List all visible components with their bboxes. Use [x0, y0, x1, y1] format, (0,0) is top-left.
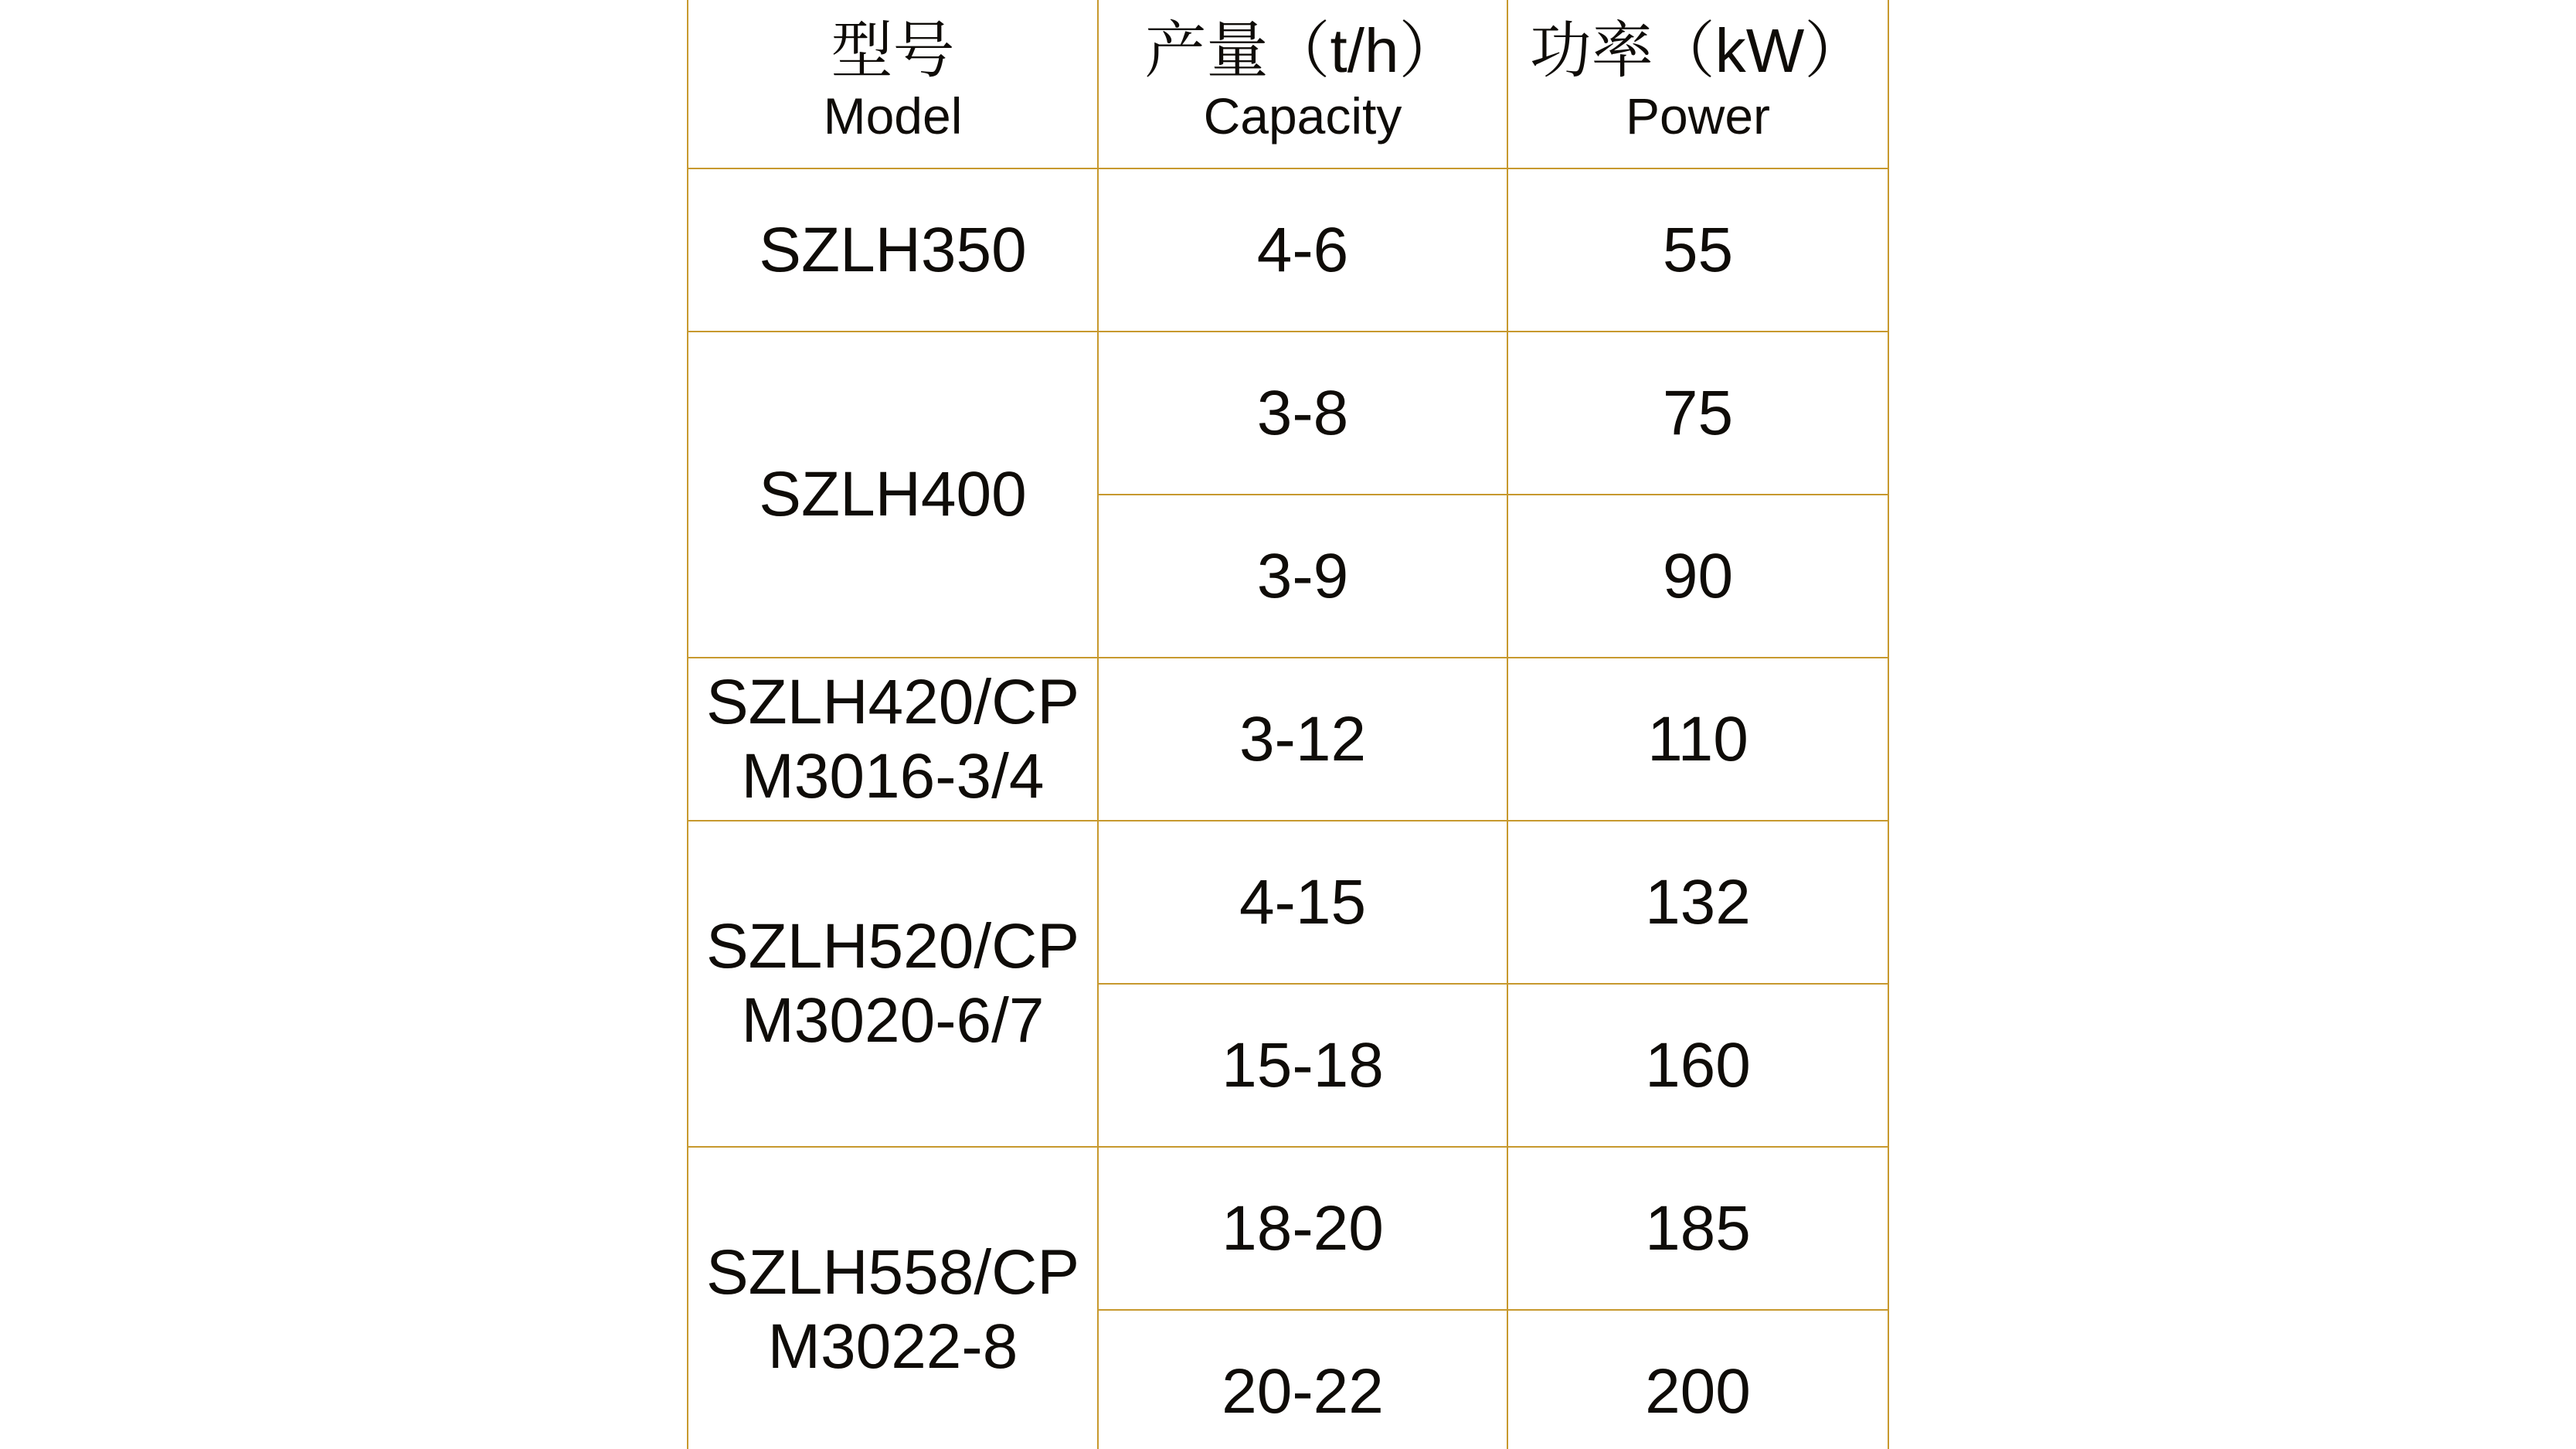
model-name-line1: SZLH420/CP [705, 666, 1080, 737]
model-cell [688, 821, 1098, 1147]
header-capacity [1098, 0, 1507, 168]
power-cell: 55 [1507, 168, 1888, 332]
header-capacity-zh: 产量（t/h） [1144, 15, 1461, 85]
table-row [688, 168, 1888, 332]
header-capacity-en: Capacity [1203, 87, 1402, 145]
header-model [688, 0, 1098, 168]
model-name-line1: SZLH558/CP [705, 1237, 1080, 1308]
capacity-cell: 20-22 [1098, 1310, 1507, 1449]
capacity-cell: 3-12 [1098, 658, 1507, 821]
model-cell [688, 658, 1098, 821]
model-name-line1: SZLH520/CP [705, 911, 1080, 981]
model-cell [688, 1147, 1098, 1449]
power-cell: 185 [1507, 1147, 1888, 1310]
spec-table [687, 0, 1889, 1449]
table-row [688, 658, 1888, 821]
capacity-cell: 4-15 [1098, 821, 1507, 984]
header-row [688, 0, 1888, 168]
model-name-line2: M3022-8 [767, 1311, 1018, 1382]
model-name-line2: M3016-3/4 [741, 740, 1045, 811]
table-row [688, 1147, 1888, 1310]
header-power-en: Power [1625, 87, 1771, 145]
header-power [1507, 0, 1888, 168]
model-name: SZLH400 [759, 459, 1027, 529]
header-model-en: Model [823, 87, 963, 145]
model-cell [688, 332, 1098, 658]
header-power-zh: 功率（kW） [1529, 15, 1867, 85]
power-cell: 110 [1507, 658, 1888, 821]
power-cell: 160 [1507, 984, 1888, 1147]
power-cell: 90 [1507, 495, 1888, 658]
model-name-line2: M3020-6/7 [741, 985, 1045, 1056]
header-model-zh: 型号 [831, 15, 955, 85]
capacity-cell: 3-8 [1098, 332, 1507, 495]
table-row [688, 332, 1888, 495]
table-row [688, 821, 1888, 984]
model-name: SZLH350 [759, 214, 1027, 285]
capacity-cell: 4-6 [1098, 168, 1507, 332]
model-cell [688, 168, 1098, 332]
capacity-cell: 18-20 [1098, 1147, 1507, 1310]
power-cell: 132 [1507, 821, 1888, 984]
power-cell: 75 [1507, 332, 1888, 495]
capacity-cell: 3-9 [1098, 495, 1507, 658]
capacity-cell: 15-18 [1098, 984, 1507, 1147]
power-cell: 200 [1507, 1310, 1888, 1449]
